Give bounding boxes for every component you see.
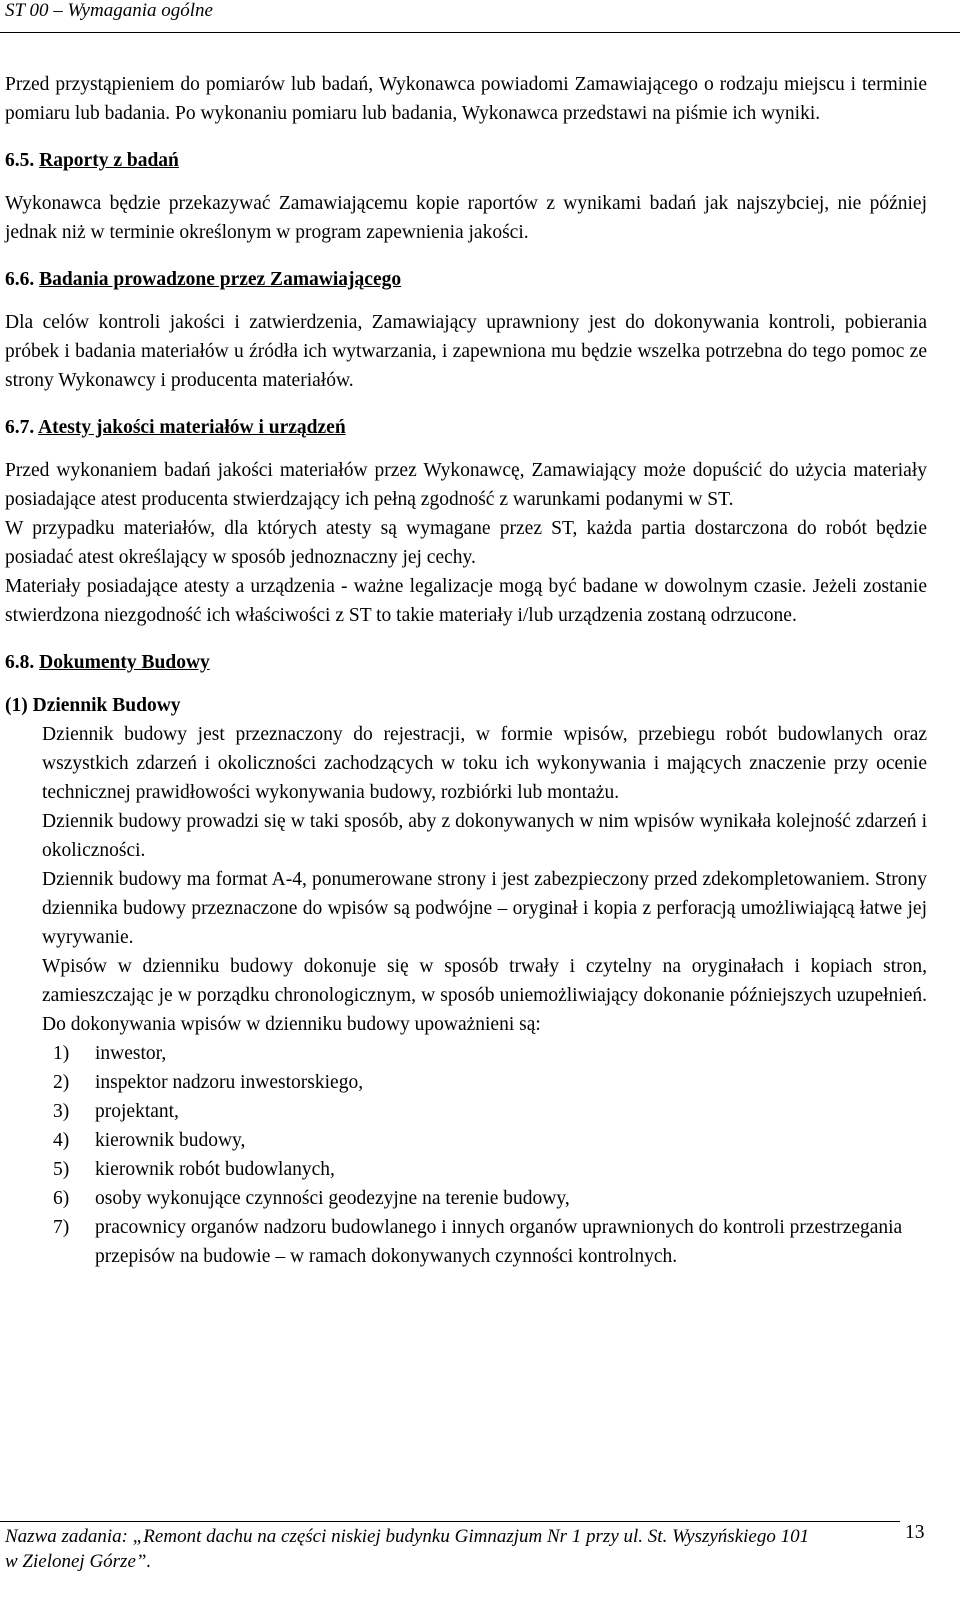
intro-paragraph: Przed przystąpieniem do pomiarów lub badań, Wykonawca powiadomi Zamawiającego o rodzaju miejscu i terminie pomiaru lub badania. Po wykonaniu pomiaru lub badania, Wykonawca przedstawi na piśmie ich wyniki. [5,74,927,124]
footer-project-name-line-2: w Zielonej Górze”. [5,1551,152,1572]
subsection-dziennik-budowy-title: (1) Dziennik Budowy [5,695,181,716]
section-6-5-number: 6.5. [5,150,35,171]
section-6-5-heading [5,146,927,175]
list-item: 2) inspektor nadzoru inwestorskiego, [53,1072,364,1093]
section-6-7-heading [5,413,927,442]
section-6-5-text: Wykonawca będzie przekazywać Zamawiającemu kopie raportów z wynikami badań jak najszybciej, nie później jednak niż w terminie określonym w program zapewnienia jakości. [5,193,927,243]
page-content [5,70,927,1271]
dziennik-budowy-body [5,720,927,1039]
page-number: 13 [905,1522,925,1543]
list-item: 4) kierownik budowy, [53,1130,246,1151]
section-6-7-title: Atesty jakości materiałów i urządzeń [38,417,346,438]
footer-divider [0,1521,900,1522]
dziennik-paragraph-3: Dziennik budowy ma format A-4, ponumerowane strony i jest zabezpieczony przed zdekompletowaniem. Strony dziennika budowy przeznaczone do wpisów są podwójne – oryginał i kopia z perforacją umożliwiającą łatwe jej wyrywanie. [42,869,927,948]
list-item: 3) projektant, [53,1101,179,1122]
page-header: ST 00 – Wymagania ogólne [5,0,213,21]
section-6-7-paragraph-1: Przed wykonaniem badań jakości materiałów przez Wykonawcę, Zamawiający może dopuścić do użycia materiały posiadające atest producenta stwierdzający ich pełną zgodność z warunkami podanymi w ST. [5,460,927,510]
section-6-8-number: 6.8. [5,652,35,673]
list-item: 1) inwestor, [53,1043,167,1064]
header-divider [0,32,960,33]
section-6-8-title: Dokumenty Budowy [39,652,210,673]
section-6-6-heading [5,265,927,294]
section-6-8-heading [5,648,927,677]
dziennik-paragraph-2: Dziennik budowy prowadzi się w taki sposób, aby z dokonywanych w nim wpisów wynikała kolejność zdarzeń i okoliczności. [42,811,927,861]
footer-project-name-line-1: Nazwa zadania: „Remont dachu na części niskiej budynku Gimnazjum Nr 1 przy ul. St. Wyszyńskiego 101 [5,1526,810,1547]
section-6-6-text: Dla celów kontroli jakości i zatwierdzenia, Zamawiający uprawniony jest do dokonywania kontroli, pobierania próbek i badania materiałów u źródła ich wytwarzania, i zapewniona mu będzie wszelka potrzebna do tego pomoc ze strony Wykonawcy i producenta materiałów. [5,312,927,391]
list-item: 7) pracownicy organów nadzoru budowlanego i innych organów uprawnionych do kontroli przestrzegania przepisów na budowie – w ramach dokonywanych czynności kontrolnych. [53,1217,903,1267]
page-footer [5,1524,885,1574]
authorized-persons-list [5,1039,927,1271]
dziennik-paragraph-1: Dziennik budowy jest przeznaczony do rejestracji, w formie wpisów, przebiegu robót budowlanych oraz wszystkich zdarzeń i okoliczności zachodzących w toku ich wykonywania i mających znaczenie przy ocenie technicznej prawidłowości wykonywania budowy, rozbiórki lub montażu. [42,724,927,803]
section-6-7-number: 6.7. [5,417,35,438]
list-item: 6) osoby wykonujące czynności geodezyjne na terenie budowy, [53,1188,570,1209]
list-item: 5) kierownik robót budowlanych, [53,1159,335,1180]
section-6-6-title: Badania prowadzone przez Zamawiającego [39,269,402,290]
section-6-6-number: 6.6. [5,269,35,290]
dziennik-paragraph-4: Wpisów w dzienniku budowy dokonuje się w sposób trwały i czytelny na oryginałach i kopiach stron, zamieszczając je w porządku chronologicznym, w sposób uniemożliwiający dokonanie późniejszych uzupełnień. Do dokonywania wpisów w dzienniku budowy upoważnieni są: [42,956,927,1035]
section-6-5-title: Raporty z badań [39,150,179,171]
section-6-7-paragraph-2: W przypadku materiałów, dla których atesty są wymagane przez ST, każda partia dostarczona do robót będzie posiadać atest określający w sposób jednoznaczny jej cechy. [5,518,927,568]
section-6-7-paragraph-3: Materiały posiadające atesty a urządzenia - ważne legalizacje mogą być badane w dowolnym czasie. Jeżeli zostanie stwierdzona niezgodność ich właściwości z ST to takie materiały i/lub urządzenia zostaną odrzucone. [5,576,927,626]
